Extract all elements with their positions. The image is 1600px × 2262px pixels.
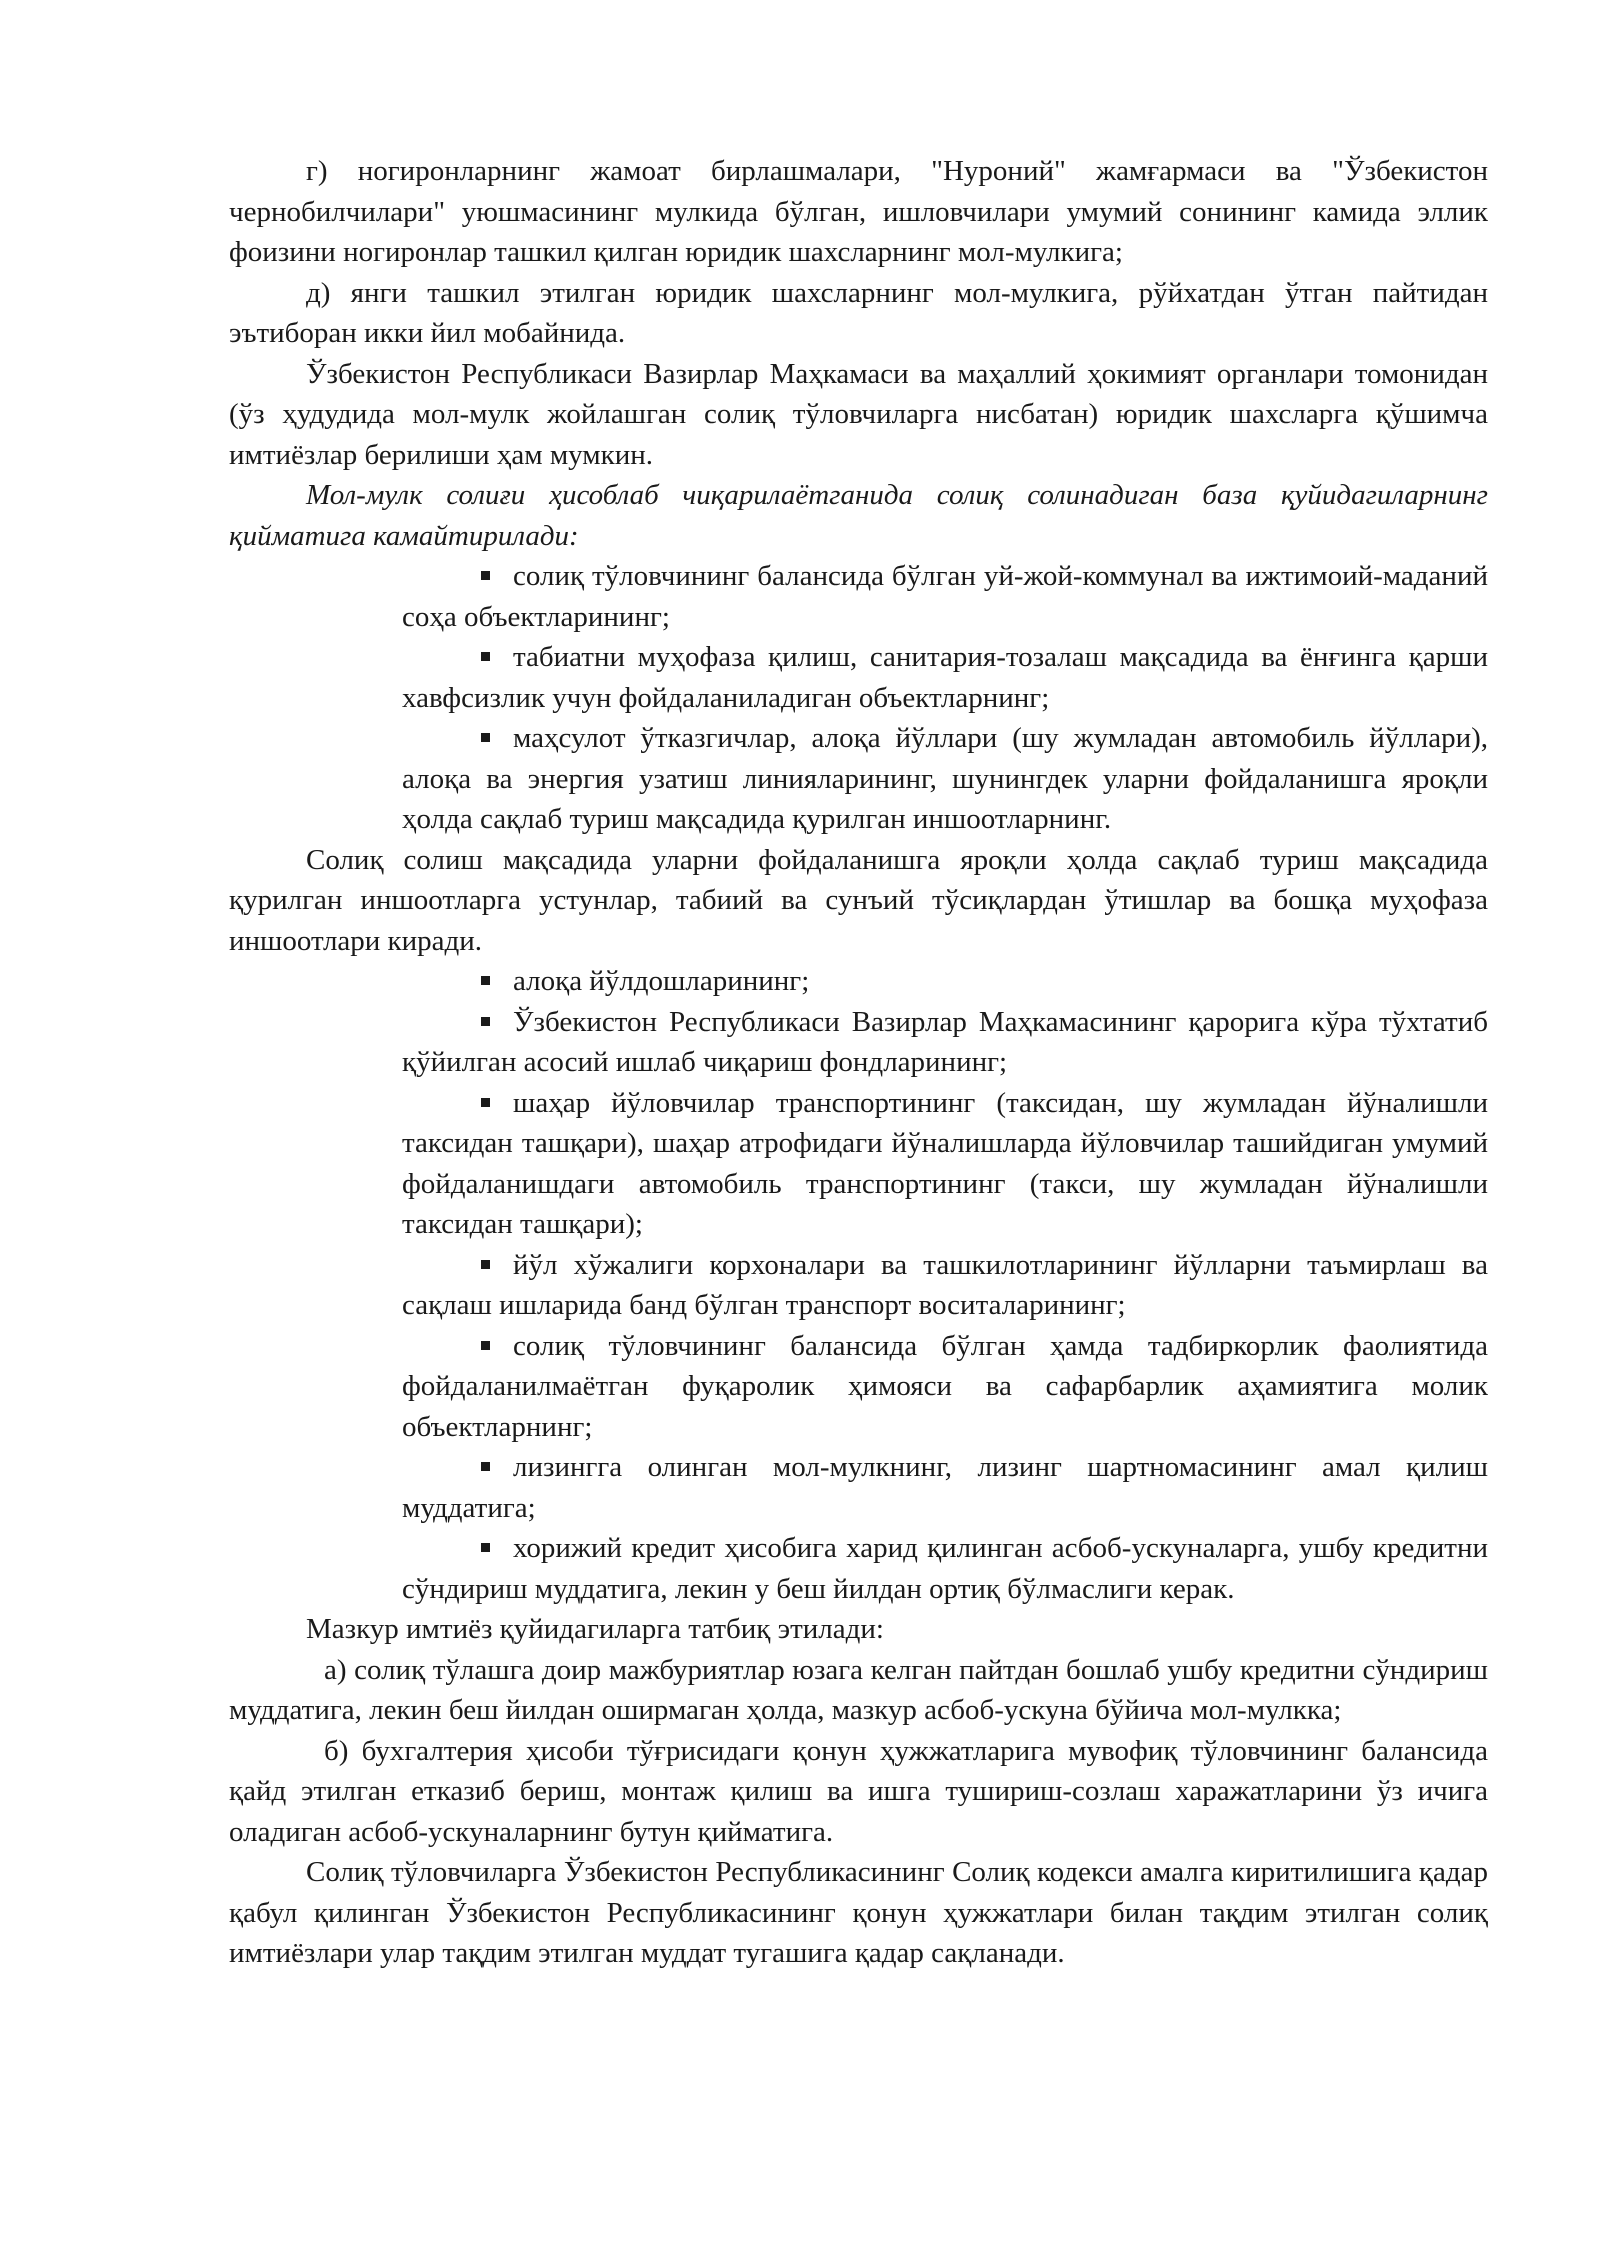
bullet-list-item (402, 961, 1488, 1002)
square-bullet-icon (481, 1260, 490, 1269)
paragraph: д) янги ташкил этилган юридик шахсларнинг мол-мулкига, рўйхатдан ўтган пайтидан эътиборан икки йил мобайнида. (229, 276, 1488, 349)
bullet-text: солиқ тўловчининг балансида бўлган ҳамда тадбиркорлик фаолиятида фойдаланилмаётган фуқаролик ҳимояси ва сафарбарлик аҳамиятига молик объектларнинг; (402, 1329, 1488, 1443)
square-bullet-icon (481, 733, 490, 742)
bullet-list-item (402, 556, 1488, 637)
bullet-text: лизингга олинган мол-мулкнинг, лизинг шартномасининг амал қилиш муддатига; (402, 1451, 1488, 1524)
bullet-text: табиатни муҳофаза қилиш, санитария-тозалаш мақсадида ва ёнғинга қарши хавфсизлик учун фойдаланиладиган объектларнинг; (402, 641, 1488, 714)
bullet-list-item (402, 1528, 1488, 1609)
document-body (229, 151, 1488, 1974)
bullet-list-item (402, 1245, 1488, 1326)
paragraph: Мазкур имтиёз қуйидагиларга татбиқ этилади: (306, 1613, 884, 1645)
square-bullet-icon (481, 1462, 490, 1471)
paragraph: Солиқ тўловчиларга Ўзбекистон Республикасининг Солиқ кодекси амалга киритилишига қадар қабул қилинган Ўзбекистон Республикасининг қонун ҳужжатлари билан тақдим этилган солиқ имтиёзлари улар тақдим этилган муддат тугашига қадар сақланади. (229, 1856, 1488, 1969)
bullet-text: хорижий кредит ҳисобига харид қилинган асбоб-ускуналарга, ушбу кредитни сўндириш муддатига, лекин у беш йилдан ортиқ бўлмаслиги керак. (402, 1532, 1488, 1605)
square-bullet-icon (481, 571, 490, 580)
bullet-text: солиқ тўловчининг балансида бўлган уй-жой-коммунал ва ижтимоий-маданий соҳа объектларининг; (402, 560, 1488, 633)
bullet-list-item (402, 1002, 1488, 1083)
bullet-list-item (402, 1083, 1488, 1245)
bullet-text: шаҳар йўловчилар транспортининг (таксидан, шу жумладан йўналишли таксидан ташқари), шаҳар атрофидаги йўналишларда йўловчилар ташийдиган умумий фойдаланишдаги автомобиль транспортининг (такси, шу жумладан йўналишли таксидан ташқари); (402, 1086, 1488, 1240)
square-bullet-icon (481, 1098, 490, 1107)
paragraph: Солиқ солиш мақсадида уларни фойдаланишга яроқли ҳолда сақлаб туриш мақсадида қурилган иншоотларга устунлар, табиий ва сунъий тўсиқлардан ўтишлар ва бошқа муҳофаза иншоотлари киради. (229, 843, 1488, 957)
square-bullet-icon (481, 1017, 490, 1026)
bullet-text: маҳсулот ўтказгичлар, алоқа йўллари (шу жумладан автомобиль йўллари), алоқа ва энергия узатиш линияларининг, шунингдек уларни фойдаланишга яроқли ҳолда сақлаб туриш мақсадида қурилган иншоотларнинг. (402, 722, 1488, 835)
bullet-list-item (402, 1447, 1488, 1528)
paragraph: г) ногиронларнинг жамоат бирлашмалари, "Нуроний" жамғармаси ва "Ўзбекистон чернобилчилари" уюшмасининг мулкида бўлган, ишловчилари умумий сонининг камида эллик фоизини ногиронлар ташкил қилган юридик шахсларнинг мол-мулкига; (229, 155, 1488, 268)
bullet-list-item (402, 1326, 1488, 1448)
bullet-text: алоқа йўлдошларининг; (513, 965, 810, 997)
paragraph: а) солиқ тўлашга доир мажбуриятлар юзага келган пайтдан бошлаб ушбу кредитни сўндириш муддатига, лекин беш йилдан оширмаган ҳолда, мазкур асбоб-ускуна бўйича мол-мулкка; (229, 1653, 1488, 1726)
square-bullet-icon (481, 976, 490, 985)
bullet-list-item (402, 718, 1488, 840)
paragraph: Ўзбекистон Республикаси Вазирлар Маҳкамаси ва маҳаллий ҳокимият органлари томонидан (ўз ҳудудида мол-мулк жойлашган солиқ тўловчиларга нисбатан) юридик шахсларга қўшимча имтиёзлар берилиши ҳам мумкин. (229, 357, 1488, 471)
bullet-text: йўл хўжалиги корхоналари ва ташкилотларининг йўлларни таъмирлаш ва сақлаш ишларида банд бўлган транспорт воситаларининг; (402, 1248, 1488, 1321)
square-bullet-icon (481, 1543, 490, 1552)
square-bullet-icon (481, 652, 490, 661)
square-bullet-icon (481, 1341, 490, 1350)
bullet-text: Ўзбекистон Республикаси Вазирлар Маҳкамасининг қарорига кўра тўхтатиб қўйилган асосий ишлаб чиқариш фондларининг; (402, 1005, 1488, 1078)
paragraph: Мол-мулк солиғи ҳисоблаб чиқарилаётганида солиқ солинадиган база қуйидагиларнинг қийматига камайтирилади: (229, 479, 1488, 552)
bullet-list-item (402, 637, 1488, 718)
paragraph: б) бухгалтерия ҳисоби тўғрисидаги қонун ҳужжатларига мувофиқ тўловчининг балансида қайд этилган етказиб бериш, монтаж қилиш ва ишга тушириш-созлаш харажатларини ўз ичига оладиган асбоб-ускуналарнинг бутун қийматига. (229, 1734, 1488, 1848)
